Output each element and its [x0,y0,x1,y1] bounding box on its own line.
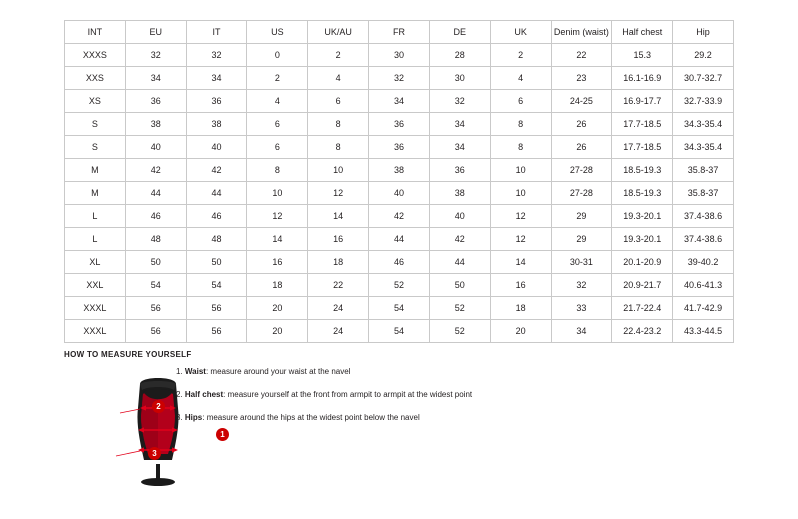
cell-fr: 36 [369,136,430,159]
cell-uk-au: 18 [308,251,369,274]
note-text-waist: : measure around your waist at the navel [205,367,351,376]
cell-uk-au: 10 [308,159,369,182]
cell-de: 44 [429,251,490,274]
measurement-note-waist [176,366,656,377]
cell-half-chest: 18.5-19.3 [612,159,673,182]
cell-eu: 56 [125,320,186,343]
note-text-hips: : measure around the hips at the widest point below the navel [202,413,420,422]
table-row [65,297,734,320]
column-header-uk-au: UK/AU [308,21,369,44]
cell-fr: 52 [369,274,430,297]
table-row [65,90,734,113]
table-row [65,113,734,136]
table-row [65,67,734,90]
note-text-half-chest: : measure yourself at the front from armpit to armpit at the widest point [223,390,473,399]
cell-half-chest: 17.7-18.5 [612,136,673,159]
cell-uk: 18 [490,297,551,320]
cell-us: 20 [247,320,308,343]
cell-it: 56 [186,320,247,343]
cell-denim-waist: 34 [551,320,612,343]
cell-uk-au: 4 [308,67,369,90]
table-row [65,320,734,343]
column-header-hip: Hip [673,21,734,44]
cell-uk-au: 8 [308,136,369,159]
cell-half-chest: 16.1-16.9 [612,67,673,90]
cell-eu: 46 [125,205,186,228]
cell-half-chest: 22.4-23.2 [612,320,673,343]
cell-int: S [65,136,126,159]
column-header-uk: UK [490,21,551,44]
cell-fr: 46 [369,251,430,274]
cell-eu: 36 [125,90,186,113]
column-header-us: US [247,21,308,44]
cell-uk: 12 [490,228,551,251]
cell-half-chest: 18.5-19.3 [612,182,673,205]
cell-eu: 34 [125,67,186,90]
cell-int: XXXL [65,320,126,343]
cell-it: 50 [186,251,247,274]
cell-half-chest: 17.7-18.5 [612,113,673,136]
cell-fr: 30 [369,44,430,67]
cell-int: L [65,228,126,251]
cell-it: 32 [186,44,247,67]
cell-us: 20 [247,297,308,320]
cell-int: XS [65,90,126,113]
column-header-half-chest: Half chest [612,21,673,44]
cell-fr: 38 [369,159,430,182]
cell-eu: 44 [125,182,186,205]
cell-half-chest: 19.3-20.1 [612,205,673,228]
cell-int: XXXS [65,44,126,67]
size-chart [64,20,734,343]
size-table-body [65,44,734,343]
cell-us: 6 [247,136,308,159]
cell-eu: 42 [125,159,186,182]
column-header-de: DE [429,21,490,44]
cell-uk: 6 [490,90,551,113]
column-header-eu: EU [125,21,186,44]
cell-eu: 56 [125,297,186,320]
cell-denim-waist: 23 [551,67,612,90]
how-to-measure-section [64,362,664,492]
cell-de: 32 [429,90,490,113]
cell-us: 2 [247,67,308,90]
cell-it: 38 [186,113,247,136]
cell-us: 16 [247,251,308,274]
cell-it: 54 [186,274,247,297]
cell-hip: 35.8-37 [673,159,734,182]
cell-denim-waist: 26 [551,113,612,136]
cell-half-chest: 20.1-20.9 [612,251,673,274]
cell-de: 52 [429,320,490,343]
table-row [65,182,734,205]
cell-denim-waist: 32 [551,274,612,297]
cell-denim-waist: 29 [551,205,612,228]
cell-it: 34 [186,67,247,90]
cell-uk-au: 2 [308,44,369,67]
cell-hip: 37.4-38.6 [673,228,734,251]
cell-fr: 32 [369,67,430,90]
cell-uk: 10 [490,182,551,205]
cell-denim-waist: 27-28 [551,159,612,182]
cell-uk: 12 [490,205,551,228]
cell-denim-waist: 30-31 [551,251,612,274]
size-table-header [65,21,734,44]
cell-eu: 32 [125,44,186,67]
cell-hip: 43.3-44.5 [673,320,734,343]
cell-it: 44 [186,182,247,205]
table-row [65,274,734,297]
cell-fr: 40 [369,182,430,205]
cell-uk-au: 16 [308,228,369,251]
cell-it: 46 [186,205,247,228]
cell-eu: 50 [125,251,186,274]
cell-half-chest: 21.7-22.4 [612,297,673,320]
cell-us: 6 [247,113,308,136]
cell-fr: 54 [369,297,430,320]
cell-int: M [65,159,126,182]
table-row [65,159,734,182]
cell-us: 10 [247,182,308,205]
callout-marker-2: 2 [152,400,165,413]
cell-it: 48 [186,228,247,251]
cell-int: XXL [65,274,126,297]
note-term-half-chest: Half chest [184,390,224,399]
cell-hip: 41.7-42.9 [673,297,734,320]
note-term-hips: Hips [184,413,203,422]
table-header-row [65,21,734,44]
cell-hip: 39-40.2 [673,251,734,274]
cell-uk-au: 24 [308,297,369,320]
callout-marker-1: 1 [216,428,229,441]
cell-uk-au: 12 [308,182,369,205]
note-index-2: 2. [176,390,183,399]
cell-us: 12 [247,205,308,228]
column-header-int: INT [65,21,126,44]
cell-fr: 36 [369,113,430,136]
cell-half-chest: 15.3 [612,44,673,67]
cell-de: 52 [429,297,490,320]
cell-denim-waist: 22 [551,44,612,67]
cell-uk-au: 22 [308,274,369,297]
cell-uk: 10 [490,159,551,182]
cell-uk: 4 [490,67,551,90]
cell-de: 34 [429,136,490,159]
callout-marker-3: 3 [148,447,161,460]
cell-uk: 8 [490,113,551,136]
how-to-measure-title: HOW TO MEASURE YOURSELF [64,350,192,359]
cell-hip: 29.2 [673,44,734,67]
cell-us: 14 [247,228,308,251]
cell-uk-au: 6 [308,90,369,113]
cell-eu: 38 [125,113,186,136]
table-row [65,228,734,251]
cell-de: 28 [429,44,490,67]
cell-us: 0 [247,44,308,67]
cell-int: L [65,205,126,228]
cell-half-chest: 19.3-20.1 [612,228,673,251]
cell-uk: 14 [490,251,551,274]
cell-uk-au: 24 [308,320,369,343]
cell-it: 36 [186,90,247,113]
measurement-note-half-chest [176,389,656,400]
table-row [65,205,734,228]
cell-uk: 20 [490,320,551,343]
cell-half-chest: 16.9-17.7 [612,90,673,113]
cell-de: 34 [429,113,490,136]
cell-int: S [65,113,126,136]
cell-de: 30 [429,67,490,90]
cell-fr: 54 [369,320,430,343]
column-header-it: IT [186,21,247,44]
cell-de: 50 [429,274,490,297]
cell-fr: 42 [369,205,430,228]
cell-int: XXXL [65,297,126,320]
cell-de: 38 [429,182,490,205]
cell-int: XL [65,251,126,274]
cell-hip: 34.3-35.4 [673,136,734,159]
measurement-notes [176,366,656,435]
cell-half-chest: 20.9-21.7 [612,274,673,297]
cell-uk-au: 8 [308,113,369,136]
measurement-note-hips [176,412,656,423]
cell-uk: 16 [490,274,551,297]
cell-denim-waist: 26 [551,136,612,159]
cell-de: 40 [429,205,490,228]
cell-it: 40 [186,136,247,159]
cell-hip: 37.4-38.6 [673,205,734,228]
cell-int: XXS [65,67,126,90]
table-row [65,136,734,159]
cell-int: M [65,182,126,205]
cell-hip: 32.7-33.9 [673,90,734,113]
cell-uk: 2 [490,44,551,67]
cell-eu: 48 [125,228,186,251]
cell-hip: 34.3-35.4 [673,113,734,136]
cell-it: 42 [186,159,247,182]
cell-us: 18 [247,274,308,297]
cell-hip: 30.7-32.7 [673,67,734,90]
note-term-waist: Waist [184,367,206,376]
cell-denim-waist: 27-28 [551,182,612,205]
cell-de: 36 [429,159,490,182]
cell-hip: 35.8-37 [673,182,734,205]
column-header-denim-waist: Denim (waist) [551,21,612,44]
cell-fr: 44 [369,228,430,251]
cell-us: 4 [247,90,308,113]
note-index-3: 3. [176,413,183,422]
cell-denim-waist: 24-25 [551,90,612,113]
cell-fr: 34 [369,90,430,113]
size-table [64,20,734,343]
cell-denim-waist: 33 [551,297,612,320]
table-row [65,251,734,274]
cell-eu: 54 [125,274,186,297]
table-row [65,44,734,67]
note-index-1: 1. [176,367,183,376]
column-header-fr: FR [369,21,430,44]
cell-hip: 40.6-41.3 [673,274,734,297]
cell-de: 42 [429,228,490,251]
cell-denim-waist: 29 [551,228,612,251]
cell-uk: 8 [490,136,551,159]
cell-it: 56 [186,297,247,320]
cell-us: 8 [247,159,308,182]
cell-uk-au: 14 [308,205,369,228]
cell-eu: 40 [125,136,186,159]
